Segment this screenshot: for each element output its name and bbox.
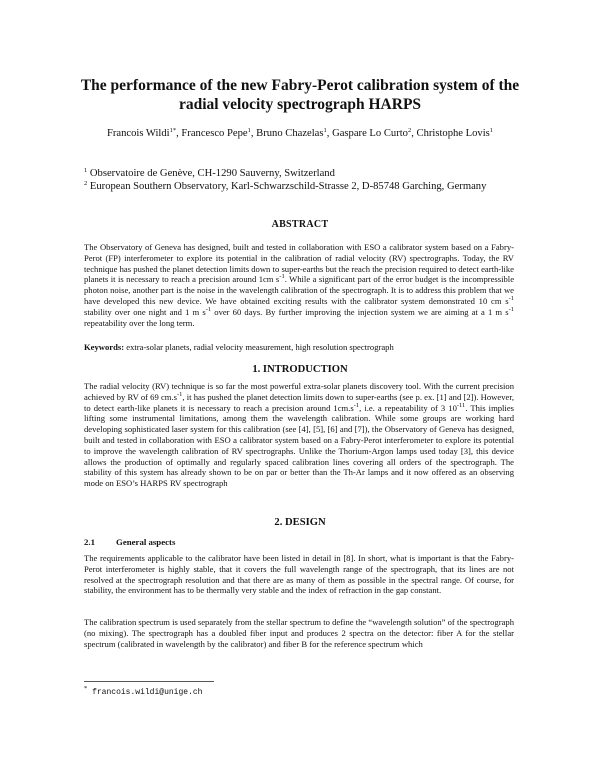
- title-line-1: The performance of the new Fabry-Perot calibration system of the: [80, 77, 520, 94]
- title-line-2: radial velocity spectrograph HARPS: [178, 96, 422, 113]
- abstract-sup: -1: [205, 305, 212, 313]
- author-affil-sup: 1: [489, 127, 494, 134]
- abstract-text: stability over one night and 1 m s: [84, 306, 206, 317]
- author-affil-sup: 1*: [169, 127, 177, 134]
- author-name: Gaspare Lo Curto: [332, 128, 408, 139]
- intro-text: , it has pushed the planet detection limits down to super-earths (see p. ex. [1] and [2]). However, to detect earth-like planets it is necessary to reach a precision around 1cm.s: [84, 391, 514, 413]
- author-name: Francois Wildi: [106, 128, 170, 139]
- footnote-mark: *: [84, 685, 88, 692]
- intro-sup: -11: [456, 401, 466, 409]
- section-heading-design: 2. DESIGN: [274, 517, 326, 528]
- abstract-sup: -1: [508, 294, 514, 302]
- subsection-number: 2.1: [84, 537, 95, 547]
- affiliation-text: European Southern Observatory, Karl-Schwarzschild-Strasse 2, D-85748 Garching, Germany: [89, 181, 487, 192]
- design-paragraph-1: The requirements applicable to the calibrator have been listed in detail in [8]. In short, what is important is that the Fabry-Perot interferometer is highly stable, that it covers the full wavelength range of the spectrograph, that its lines are not resolved at the spectrograph resolution and that there are as many of them as possible in the spectral range. Of course, for stability, the environment has to be thermally very stable and the index of refraction in the gap constant.: [84, 553, 514, 596]
- author-name: Christophe Lovis: [416, 128, 490, 139]
- abstract-sup: -1: [279, 273, 285, 281]
- author-affil-sup: 1: [323, 127, 327, 134]
- abstract-paragraph: [84, 242, 514, 328]
- abstract-text: . While a significant part of the error budget is the incompressible photon noise, another part is the noise in the wavelength calibration of the spectrograph. It is to address this problem that we have developed this new device. We have obtained exciting results with the calibrator system demonstrated 10 cm s: [84, 274, 515, 306]
- footnote: [84, 685, 203, 697]
- footnote-divider: [84, 681, 214, 682]
- keywords-label: Keywords:: [84, 342, 125, 352]
- affiliation-text: Observatoire de Genève, CH-1290 Sauverny, Switzerland: [89, 168, 335, 179]
- affiliation-item: [84, 180, 486, 193]
- section-heading-introduction: 1. INTRODUCTION: [252, 364, 348, 375]
- affiliation-item: [84, 167, 486, 180]
- author-name: Bruno Chazelas: [256, 128, 324, 139]
- abstract-sup: -1: [508, 305, 514, 313]
- author-affil-sup: 2: [407, 127, 412, 134]
- abstract-text: over 60 days. By further improving the injection system we are aiming at a 1 m s: [211, 306, 509, 317]
- affiliation-sup: 2: [84, 180, 88, 187]
- abstract-heading: ABSTRACT: [271, 219, 329, 230]
- paper-title: [60, 76, 540, 114]
- introduction-paragraph: [84, 381, 514, 489]
- abstract-text: repeatability over the long term.: [84, 317, 195, 328]
- intro-sup: -1: [353, 401, 360, 409]
- design-paragraph-2: The calibration spectrum is used separately from the stellar spectrum to define the “wavelength solution” of the spectrograph (no mixing). The spectrograph has a doubled fiber input and produces 2 spectra on the detector: fiber A for the stellar spectrum (calibrated in wavelength by the calibrator) and fiber B for the reference spectrum which: [84, 617, 514, 649]
- author-affil-sup: 1: [247, 127, 251, 134]
- author-list: Francois Wildi$^{1*}$, Francesco Pepe$^1$, Bruno Chazelas$^1$, Gaspare Lo Curto$^2$, Christophe Lovis$^1$: [106, 127, 494, 139]
- keywords-line: [84, 342, 514, 353]
- intro-text: , i.e. a repeatability of 3 10: [359, 402, 457, 413]
- abstract-text: The Observatory of Geneva has designed, built and tested in collaboration with ESO a calibrator system based on a Fabry-Perot (FP) interferometer to explore its potential in the calibration of radial velocity (RV) spectrographs. Today, the RV technique has pushed the planet detection limits down to super-earths but the reach the precision required to detect earth-like planets it is necessary to reach a precision around 1cm s: [84, 242, 514, 285]
- intro-text: The radial velocity (RV) technique is so far the most powerful extra-solar planets discovery tool. With the current precision achieved by RV of 69 cm.s: [84, 381, 514, 402]
- footnote-email[interactable]: francois.wildi@unige.ch: [92, 688, 203, 697]
- keywords-text: extra-solar planets, radial velocity measurement, high resolution spectrograph: [124, 342, 394, 352]
- author-name: Francesco Pepe: [181, 128, 248, 139]
- affiliation-sup: 1: [84, 167, 88, 174]
- intro-text: . This implies lifting some instrumental limitations, among them the wavelength calibration. While some groups are working hard developing sophisticated laser system for this calibration (see [4], [5], [6] and [7]), the Observatory of Geneva has designed, built and tested in collaboration with ESO a calibrator system based on a Fabry-Perot interferometer to explore its potential to improve the wavelength calibration of RV spectrographs. Unlike the Thorium-Argon lamps used today [3], this device allows the production of optimally and regularly spaced calibration lines covering all orders of the spectrograph. The stability of this system has already shown to be on par or better than the Th-Ar lamps and it now offered as an observing mode on ESO’s HARPS RV spectrograph: [84, 402, 514, 489]
- subsection-heading: [84, 537, 175, 547]
- subsection-title: General aspects: [116, 537, 176, 547]
- affiliations: [84, 167, 486, 193]
- intro-sup: -1: [176, 390, 183, 398]
